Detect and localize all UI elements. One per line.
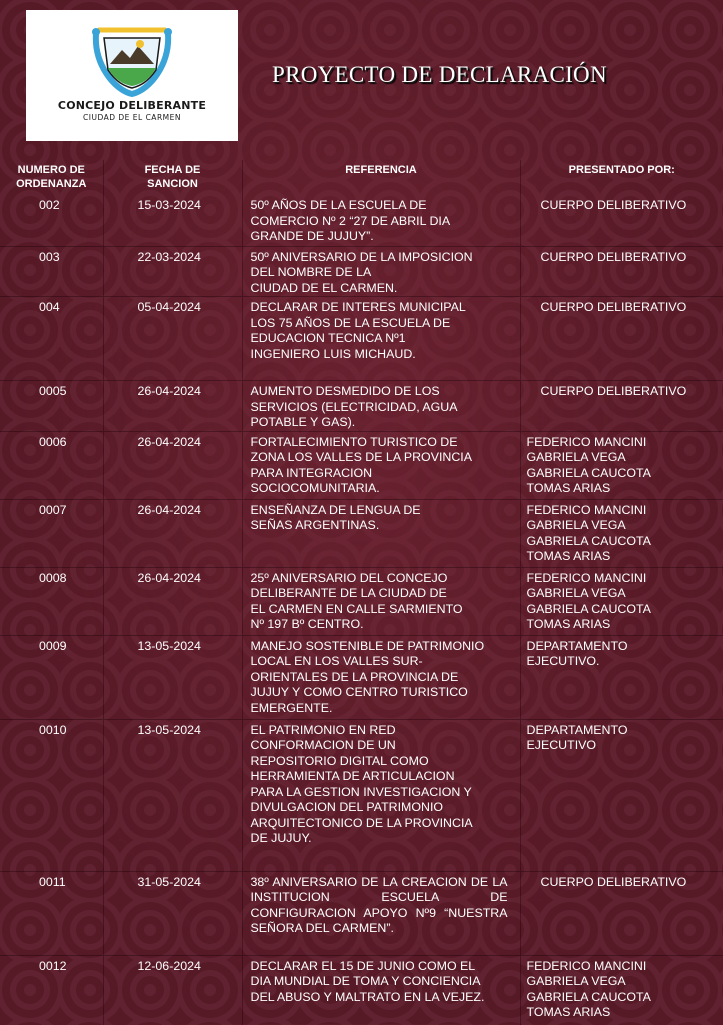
cell-presentado: CUERPO DELIBERATIVO xyxy=(520,246,723,297)
table-row xyxy=(0,871,723,955)
cell-presentado: FEDERICO MANCINI GABRIELA VEGA GABRIELA CAUCOTA TOMAS ARIAS xyxy=(520,499,723,567)
cell-fecha: 05-04-2024 xyxy=(103,297,242,381)
cell-referencia: ENSEÑANZA DE LENGUA DE SEÑAS ARGENTINAS. xyxy=(242,499,520,567)
cell-fecha: 13-05-2024 xyxy=(103,635,242,719)
cell-numero: 004 xyxy=(0,297,103,381)
cell-fecha: 26-04-2024 xyxy=(103,499,242,567)
cell-referencia: DECLARAR DE INTERES MUNICIPAL LOS 75 AÑOS DE LA ESCUELA DE EDUCACION TECNICA Nº1 INGENIERO LUIS MICHAUD. xyxy=(242,297,520,381)
table-row xyxy=(0,195,723,246)
cell-fecha: 15-03-2024 xyxy=(103,195,242,246)
cell-fecha: 26-04-2024 xyxy=(103,567,242,635)
cell-numero: 003 xyxy=(0,246,103,297)
cell-referencia: MANEJO SOSTENIBLE DE PATRIMONIO LOCAL EN LOS VALLES SUR- ORIENTALES DE LA PROVINCIA DE JUJUY Y COMO CENTRO TURISTICO EMERGENTE. xyxy=(242,635,520,719)
table-row xyxy=(0,955,723,1025)
table-row xyxy=(0,719,723,871)
cell-presentado: DEPARTAMENTO EJECUTIVO. xyxy=(520,635,723,719)
cell-presentado: DEPARTAMENTO EJECUTIVO xyxy=(520,719,723,871)
cell-presentado: CUERPO DELIBERATIVO xyxy=(520,871,723,955)
column-header-referencia: REFERENCIA xyxy=(242,160,520,195)
cell-referencia: FORTALECIMIENTO TURISTICO DE ZONA LOS VALLES DE LA PROVINCIA PARA INTEGRACION SOCIOCOMUNITARIA. xyxy=(242,431,520,499)
cell-referencia: 50º ANIVERSARIO DE LA IMPOSICION DEL NOMBRE DE LA CIUDAD DE EL CARMEN. xyxy=(242,246,520,297)
cell-referencia: AUMENTO DESMEDIDO DE LOS SERVICIOS (ELECTRICIDAD, AGUA POTABLE Y GAS). xyxy=(242,381,520,432)
cell-referencia: DECLARAR EL 15 DE JUNIO COMO EL DIA MUNDIAL DE TOMA Y CONCIENCIA DEL ABUSO Y MALTRATO EN LA VEJEZ. xyxy=(242,955,520,1025)
cell-numero: 0010 xyxy=(0,719,103,871)
table-header-row xyxy=(0,160,723,195)
cell-fecha: 22-03-2024 xyxy=(103,246,242,297)
cell-presentado: FEDERICO MANCINI GABRIELA VEGA GABRIELA CAUCOTA TOMAS ARIAS xyxy=(520,567,723,635)
logo-city-name: CIUDAD DE EL CARMEN xyxy=(83,113,181,122)
cell-referencia: EL PATRIMONIO EN RED CONFORMACION DE UN REPOSITORIO DIGITAL COMO HERRAMIENTA DE ARTICULACION PARA LA GESTION INVESTIGACION Y DIVULGACION DEL PATRIMONIO ARQUITECTONICO DE LA PROVINCIA DE JUJUY. xyxy=(242,719,520,871)
cell-numero: 0012 xyxy=(0,955,103,1025)
cell-presentado: CUERPO DELIBERATIVO xyxy=(520,195,723,246)
cell-numero: 0008 xyxy=(0,567,103,635)
column-header-presentado: PRESENTADO POR: xyxy=(520,160,723,195)
table-row xyxy=(0,567,723,635)
cell-numero: 0011 xyxy=(0,871,103,955)
cell-referencia: 38º ANIVERSARIO DE LA CREACION DE LA INSTITUCION ESCUELA DE CONFIGURACION APOYO Nº9 “NUESTRA SEÑORA DEL CARMEN”. xyxy=(242,871,520,955)
table-row xyxy=(0,297,723,381)
column-header-numero: NUMERO DE ORDENANZA xyxy=(16,164,87,190)
cell-numero: 0007 xyxy=(0,499,103,567)
council-emblem-icon xyxy=(74,24,190,98)
declarations-table xyxy=(0,160,723,1025)
cell-fecha: 31-05-2024 xyxy=(103,871,242,955)
cell-fecha: 12-06-2024 xyxy=(103,955,242,1025)
cell-presentado: CUERPO DELIBERATIVO xyxy=(520,297,723,381)
cell-fecha: 26-04-2024 xyxy=(103,431,242,499)
cell-presentado: FEDERICO MANCINI GABRIELA VEGA GABRIELA CAUCOTA TOMAS ARIAS xyxy=(520,955,723,1025)
cell-fecha: 26-04-2024 xyxy=(103,381,242,432)
table-row xyxy=(0,635,723,719)
logo-council-name: CONCEJO DELIBERANTE xyxy=(57,99,207,112)
cell-fecha: 13-05-2024 xyxy=(103,719,242,871)
cell-numero: 002 xyxy=(39,198,60,212)
page-title: PROYECTO DE DECLARACIÓN xyxy=(272,62,607,87)
table-row xyxy=(0,381,723,432)
cell-referencia: 25º ANIVERSARIO DEL CONCEJO DELIBERANTE DE LA CIUDAD DE EL CARMEN EN CALLE SARMIENTO Nº 197 Bº CENTRO. xyxy=(242,567,520,635)
cell-presentado: CUERPO DELIBERATIVO xyxy=(520,381,723,432)
table-row xyxy=(0,246,723,297)
cell-numero: 0009 xyxy=(0,635,103,719)
cell-presentado: FEDERICO MANCINI GABRIELA VEGA GABRIELA CAUCOTA TOMAS ARIAS xyxy=(520,431,723,499)
column-header-fecha: FECHA DE SANCION xyxy=(103,160,242,195)
table-row xyxy=(0,499,723,567)
cell-numero: 0006 xyxy=(0,431,103,499)
council-logo xyxy=(26,10,238,141)
table-row xyxy=(0,431,723,499)
cell-referencia: 50º AÑOS DE LA ESCUELA DE COMERCIO Nº 2 “27 DE ABRIL DIA GRANDE DE JUJUY”. xyxy=(242,195,520,246)
cell-numero: 0005 xyxy=(0,381,103,432)
